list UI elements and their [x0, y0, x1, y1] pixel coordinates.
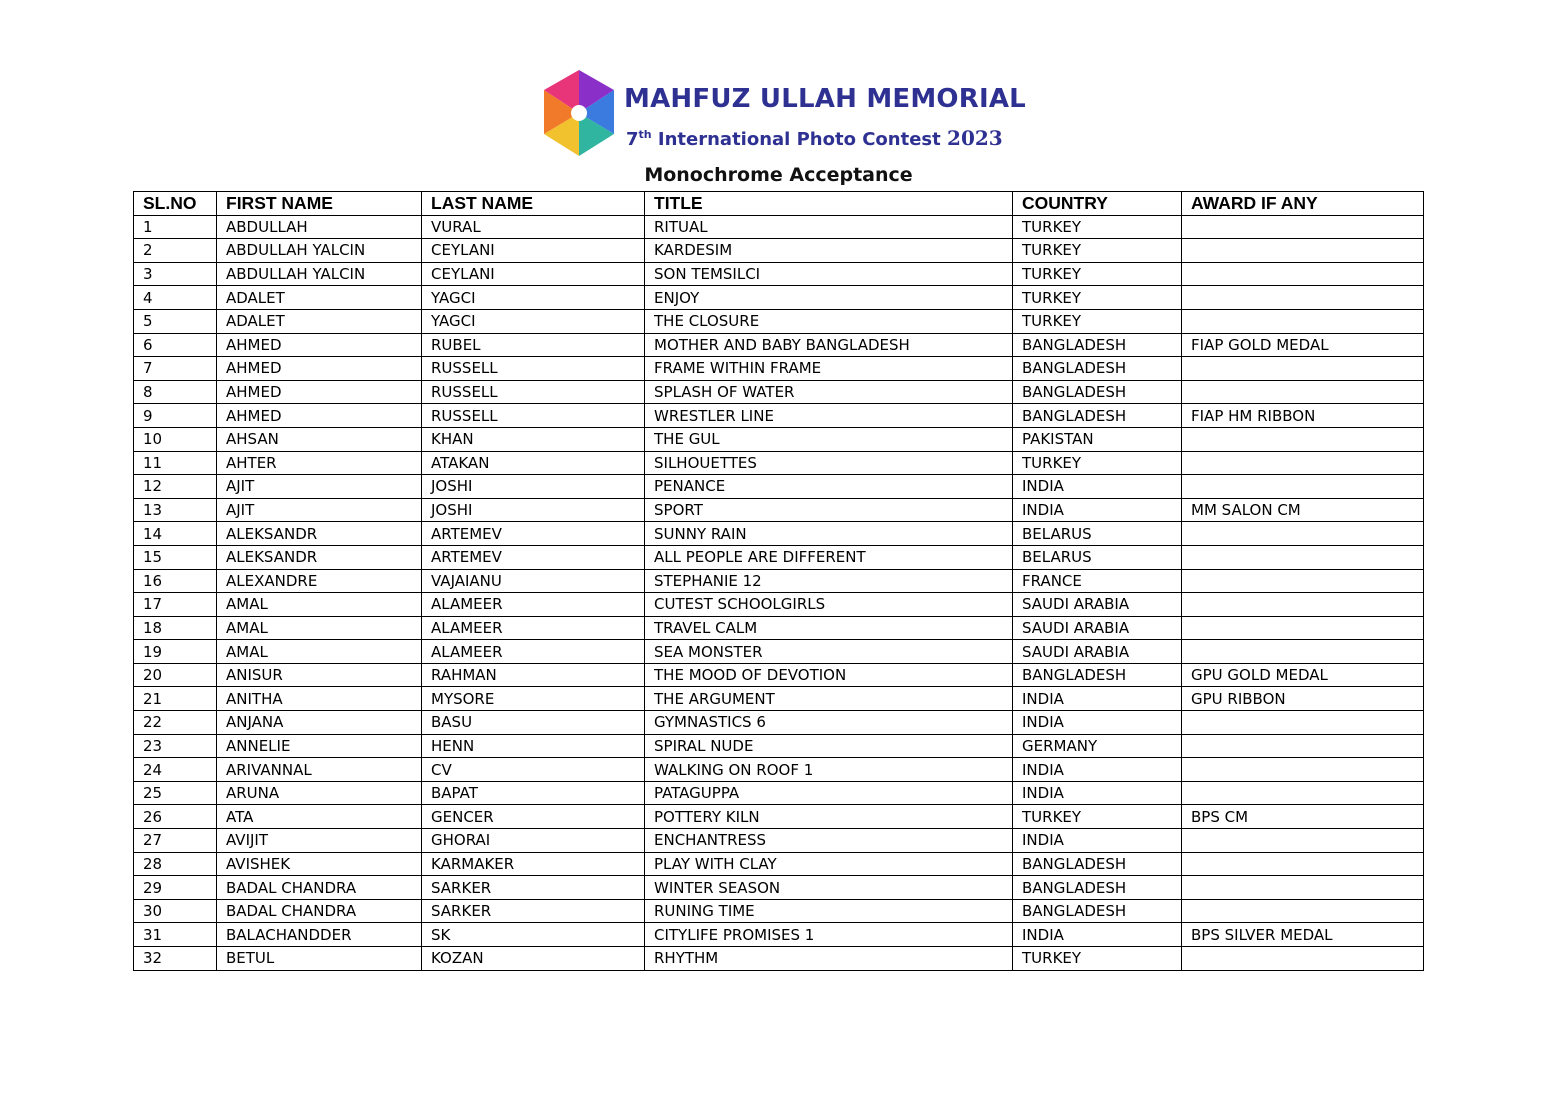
table-row — [134, 923, 1424, 947]
cell-first-name: AHMED — [217, 357, 422, 381]
cell-award — [1182, 899, 1424, 923]
cell-title: SON TEMSILCI — [645, 262, 1013, 286]
table-row — [134, 569, 1424, 593]
cell-country: SAUDI ARABIA — [1013, 616, 1182, 640]
aperture-logo-icon — [540, 68, 618, 158]
cell-last-name: KHAN — [422, 427, 645, 451]
cell-slno: 27 — [134, 829, 217, 853]
cell-country: INDIA — [1013, 829, 1182, 853]
cell-last-name: SK — [422, 923, 645, 947]
cell-country: BANGLADESH — [1013, 380, 1182, 404]
cell-award: BPS CM — [1182, 805, 1424, 829]
cell-title: STEPHANIE 12 — [645, 569, 1013, 593]
cell-title: SILHOUETTES — [645, 451, 1013, 475]
cell-slno: 31 — [134, 923, 217, 947]
cell-slno: 11 — [134, 451, 217, 475]
cell-title: WRESTLER LINE — [645, 404, 1013, 428]
cell-award — [1182, 545, 1424, 569]
acceptance-table — [133, 191, 1424, 971]
cell-award — [1182, 616, 1424, 640]
cell-title: THE CLOSURE — [645, 309, 1013, 333]
table-row — [134, 475, 1424, 499]
cell-last-name: VAJAIANU — [422, 569, 645, 593]
cell-country: INDIA — [1013, 687, 1182, 711]
table-row — [134, 522, 1424, 546]
cell-country: INDIA — [1013, 923, 1182, 947]
cell-award — [1182, 475, 1424, 499]
cell-country: BANGLADESH — [1013, 876, 1182, 900]
cell-country: TURKEY — [1013, 215, 1182, 239]
table-row — [134, 758, 1424, 782]
brand-title: MAHFUZ ULLAH MEMORIAL — [624, 84, 1026, 114]
cell-last-name: KARMAKER — [422, 852, 645, 876]
cell-award — [1182, 876, 1424, 900]
cell-title: ENCHANTRESS — [645, 829, 1013, 853]
table-row — [134, 404, 1424, 428]
table-row — [134, 545, 1424, 569]
cell-last-name: CEYLANI — [422, 262, 645, 286]
cell-slno: 19 — [134, 640, 217, 664]
contest-logo — [540, 66, 1026, 162]
cell-first-name: BADAL CHANDRA — [217, 899, 422, 923]
cell-title: CUTEST SCHOOLGIRLS — [645, 593, 1013, 617]
cell-award — [1182, 711, 1424, 735]
cell-country: BANGLADESH — [1013, 899, 1182, 923]
cell-slno: 8 — [134, 380, 217, 404]
cell-award: FIAP GOLD MEDAL — [1182, 333, 1424, 357]
cell-last-name: JOSHI — [422, 475, 645, 499]
cell-first-name: ABDULLAH — [217, 215, 422, 239]
cell-first-name: AJIT — [217, 498, 422, 522]
contest-year: 2023 — [947, 126, 1003, 150]
cell-slno: 1 — [134, 215, 217, 239]
cell-award — [1182, 427, 1424, 451]
cell-slno: 2 — [134, 239, 217, 263]
cell-slno: 15 — [134, 545, 217, 569]
cell-award — [1182, 829, 1424, 853]
cell-last-name: YAGCI — [422, 286, 645, 310]
cell-country: BANGLADESH — [1013, 333, 1182, 357]
cell-country: INDIA — [1013, 781, 1182, 805]
column-header-country: COUNTRY — [1013, 192, 1182, 216]
cell-first-name: ANJANA — [217, 711, 422, 735]
cell-last-name: KOZAN — [422, 947, 645, 971]
table-row — [134, 357, 1424, 381]
cell-country: BELARUS — [1013, 545, 1182, 569]
cell-award: GPU RIBBON — [1182, 687, 1424, 711]
cell-country: INDIA — [1013, 758, 1182, 782]
cell-first-name: BETUL — [217, 947, 422, 971]
cell-title: KARDESIM — [645, 239, 1013, 263]
table-row — [134, 309, 1424, 333]
cell-award: MM SALON CM — [1182, 498, 1424, 522]
cell-first-name: AHMED — [217, 404, 422, 428]
cell-title: SPORT — [645, 498, 1013, 522]
cell-first-name: ALEKSANDR — [217, 545, 422, 569]
cell-last-name: SARKER — [422, 899, 645, 923]
cell-country: TURKEY — [1013, 451, 1182, 475]
cell-country: TURKEY — [1013, 805, 1182, 829]
cell-first-name: ARIVANNAL — [217, 758, 422, 782]
cell-title: RHYTHM — [645, 947, 1013, 971]
cell-last-name: GHORAI — [422, 829, 645, 853]
cell-country: TURKEY — [1013, 239, 1182, 263]
table-row — [134, 829, 1424, 853]
cell-first-name: AHTER — [217, 451, 422, 475]
cell-award — [1182, 215, 1424, 239]
table-row — [134, 215, 1424, 239]
cell-title: SPIRAL NUDE — [645, 734, 1013, 758]
cell-country: BANGLADESH — [1013, 357, 1182, 381]
cell-slno: 28 — [134, 852, 217, 876]
cell-slno: 3 — [134, 262, 217, 286]
cell-award — [1182, 286, 1424, 310]
cell-first-name: ATA — [217, 805, 422, 829]
cell-country: TURKEY — [1013, 286, 1182, 310]
cell-first-name: AVISHEK — [217, 852, 422, 876]
cell-title: SPLASH OF WATER — [645, 380, 1013, 404]
cell-first-name: ANISUR — [217, 663, 422, 687]
table-row — [134, 899, 1424, 923]
cell-slno: 13 — [134, 498, 217, 522]
cell-slno: 21 — [134, 687, 217, 711]
cell-last-name: CEYLANI — [422, 239, 645, 263]
cell-slno: 24 — [134, 758, 217, 782]
cell-first-name: AVIJIT — [217, 829, 422, 853]
column-header-last-name: LAST NAME — [422, 192, 645, 216]
cell-award — [1182, 239, 1424, 263]
cell-slno: 29 — [134, 876, 217, 900]
cell-first-name: AHMED — [217, 333, 422, 357]
page-header — [0, 66, 1557, 162]
table-row — [134, 734, 1424, 758]
cell-title: TRAVEL CALM — [645, 616, 1013, 640]
cell-slno: 23 — [134, 734, 217, 758]
cell-title: MOTHER AND BABY BANGLADESH — [645, 333, 1013, 357]
cell-country: TURKEY — [1013, 947, 1182, 971]
cell-slno: 26 — [134, 805, 217, 829]
table-body — [134, 215, 1424, 970]
table-row — [134, 640, 1424, 664]
table-row — [134, 239, 1424, 263]
cell-title: ENJOY — [645, 286, 1013, 310]
cell-last-name: YAGCI — [422, 309, 645, 333]
cell-last-name: ARTEMEV — [422, 545, 645, 569]
column-header-first-name: FIRST NAME — [217, 192, 422, 216]
cell-title: THE ARGUMENT — [645, 687, 1013, 711]
cell-award — [1182, 947, 1424, 971]
cell-slno: 14 — [134, 522, 217, 546]
cell-award — [1182, 380, 1424, 404]
cell-first-name: AHSAN — [217, 427, 422, 451]
cell-last-name: MYSORE — [422, 687, 645, 711]
cell-award — [1182, 758, 1424, 782]
cell-country: FRANCE — [1013, 569, 1182, 593]
table-row — [134, 451, 1424, 475]
cell-first-name: ABDULLAH YALCIN — [217, 239, 422, 263]
cell-first-name: BADAL CHANDRA — [217, 876, 422, 900]
cell-title: WALKING ON ROOF 1 — [645, 758, 1013, 782]
cell-last-name: ALAMEER — [422, 616, 645, 640]
table-row — [134, 262, 1424, 286]
cell-title: PATAGUPPA — [645, 781, 1013, 805]
cell-last-name: RUSSELL — [422, 404, 645, 428]
cell-award — [1182, 781, 1424, 805]
table-row — [134, 333, 1424, 357]
cell-slno: 22 — [134, 711, 217, 735]
cell-first-name: AMAL — [217, 616, 422, 640]
table-row — [134, 286, 1424, 310]
cell-slno: 6 — [134, 333, 217, 357]
cell-country: INDIA — [1013, 498, 1182, 522]
table-row — [134, 947, 1424, 971]
cell-last-name: JOSHI — [422, 498, 645, 522]
cell-last-name: ARTEMEV — [422, 522, 645, 546]
cell-slno: 9 — [134, 404, 217, 428]
table-row — [134, 380, 1424, 404]
cell-last-name: BAPAT — [422, 781, 645, 805]
cell-first-name: AMAL — [217, 640, 422, 664]
cell-country: BANGLADESH — [1013, 663, 1182, 687]
cell-title: PLAY WITH CLAY — [645, 852, 1013, 876]
cell-country: INDIA — [1013, 475, 1182, 499]
cell-last-name: RUBEL — [422, 333, 645, 357]
cell-first-name: ALEKSANDR — [217, 522, 422, 546]
table-header-row — [134, 192, 1424, 216]
cell-first-name: ALEXANDRE — [217, 569, 422, 593]
brand-subtitle — [626, 126, 1003, 150]
cell-award — [1182, 451, 1424, 475]
cell-award — [1182, 852, 1424, 876]
cell-title: POTTERY KILN — [645, 805, 1013, 829]
cell-award — [1182, 734, 1424, 758]
cell-last-name: CV — [422, 758, 645, 782]
table-row — [134, 781, 1424, 805]
cell-title: PENANCE — [645, 475, 1013, 499]
cell-last-name: RAHMAN — [422, 663, 645, 687]
cell-award — [1182, 569, 1424, 593]
cell-award — [1182, 522, 1424, 546]
cell-title: WINTER SEASON — [645, 876, 1013, 900]
cell-title: RITUAL — [645, 215, 1013, 239]
cell-slno: 32 — [134, 947, 217, 971]
cell-last-name: RUSSELL — [422, 357, 645, 381]
cell-award: GPU GOLD MEDAL — [1182, 663, 1424, 687]
column-header-award: AWARD IF ANY — [1182, 192, 1424, 216]
table-row — [134, 663, 1424, 687]
cell-first-name: ANITHA — [217, 687, 422, 711]
column-header-title: TITLE — [645, 192, 1013, 216]
cell-title: RUNING TIME — [645, 899, 1013, 923]
table-row — [134, 805, 1424, 829]
cell-award — [1182, 309, 1424, 333]
cell-first-name: ARUNA — [217, 781, 422, 805]
cell-slno: 10 — [134, 427, 217, 451]
cell-title: THE MOOD OF DEVOTION — [645, 663, 1013, 687]
cell-last-name: RUSSELL — [422, 380, 645, 404]
cell-country: BANGLADESH — [1013, 852, 1182, 876]
cell-award — [1182, 640, 1424, 664]
cell-award — [1182, 357, 1424, 381]
cell-slno: 16 — [134, 569, 217, 593]
table-row — [134, 427, 1424, 451]
cell-first-name: AMAL — [217, 593, 422, 617]
cell-country: BELARUS — [1013, 522, 1182, 546]
column-header-slno: SL.NO — [134, 192, 217, 216]
cell-country: INDIA — [1013, 711, 1182, 735]
cell-country: PAKISTAN — [1013, 427, 1182, 451]
cell-slno: 30 — [134, 899, 217, 923]
cell-slno: 20 — [134, 663, 217, 687]
cell-title: FRAME WITHIN FRAME — [645, 357, 1013, 381]
cell-last-name: ATAKAN — [422, 451, 645, 475]
cell-last-name: BASU — [422, 711, 645, 735]
cell-country: BANGLADESH — [1013, 404, 1182, 428]
cell-last-name: HENN — [422, 734, 645, 758]
cell-slno: 12 — [134, 475, 217, 499]
edition-suffix: th — [638, 128, 652, 141]
cell-country: GERMANY — [1013, 734, 1182, 758]
table-row — [134, 852, 1424, 876]
cell-first-name: AJIT — [217, 475, 422, 499]
cell-slno: 5 — [134, 309, 217, 333]
cell-first-name: ADALET — [217, 309, 422, 333]
cell-title: SUNNY RAIN — [645, 522, 1013, 546]
section-title: Monochrome Acceptance — [644, 164, 913, 186]
cell-first-name: ANNELIE — [217, 734, 422, 758]
edition-number: 7 — [626, 129, 639, 150]
cell-slno: 4 — [134, 286, 217, 310]
cell-first-name: ABDULLAH YALCIN — [217, 262, 422, 286]
cell-title: ALL PEOPLE ARE DIFFERENT — [645, 545, 1013, 569]
cell-country: SAUDI ARABIA — [1013, 593, 1182, 617]
cell-title: SEA MONSTER — [645, 640, 1013, 664]
cell-slno: 17 — [134, 593, 217, 617]
cell-country: TURKEY — [1013, 262, 1182, 286]
cell-title: GYMNASTICS 6 — [645, 711, 1013, 735]
cell-last-name: ALAMEER — [422, 640, 645, 664]
cell-last-name: SARKER — [422, 876, 645, 900]
table-row — [134, 616, 1424, 640]
cell-last-name: VURAL — [422, 215, 645, 239]
cell-last-name: GENCER — [422, 805, 645, 829]
cell-slno: 7 — [134, 357, 217, 381]
contest-name: International Photo Contest — [657, 129, 941, 150]
table-row — [134, 687, 1424, 711]
cell-first-name: ADALET — [217, 286, 422, 310]
cell-award: BPS SILVER MEDAL — [1182, 923, 1424, 947]
cell-country: TURKEY — [1013, 309, 1182, 333]
cell-title: THE GUL — [645, 427, 1013, 451]
cell-award — [1182, 262, 1424, 286]
cell-first-name: BALACHANDDER — [217, 923, 422, 947]
cell-country: SAUDI ARABIA — [1013, 640, 1182, 664]
cell-award — [1182, 593, 1424, 617]
table-row — [134, 498, 1424, 522]
cell-slno: 25 — [134, 781, 217, 805]
table-row — [134, 593, 1424, 617]
table-row — [134, 876, 1424, 900]
cell-award: FIAP HM RIBBON — [1182, 404, 1424, 428]
cell-slno: 18 — [134, 616, 217, 640]
cell-first-name: AHMED — [217, 380, 422, 404]
cell-title: CITYLIFE PROMISES 1 — [645, 923, 1013, 947]
table-row — [134, 711, 1424, 735]
cell-last-name: ALAMEER — [422, 593, 645, 617]
